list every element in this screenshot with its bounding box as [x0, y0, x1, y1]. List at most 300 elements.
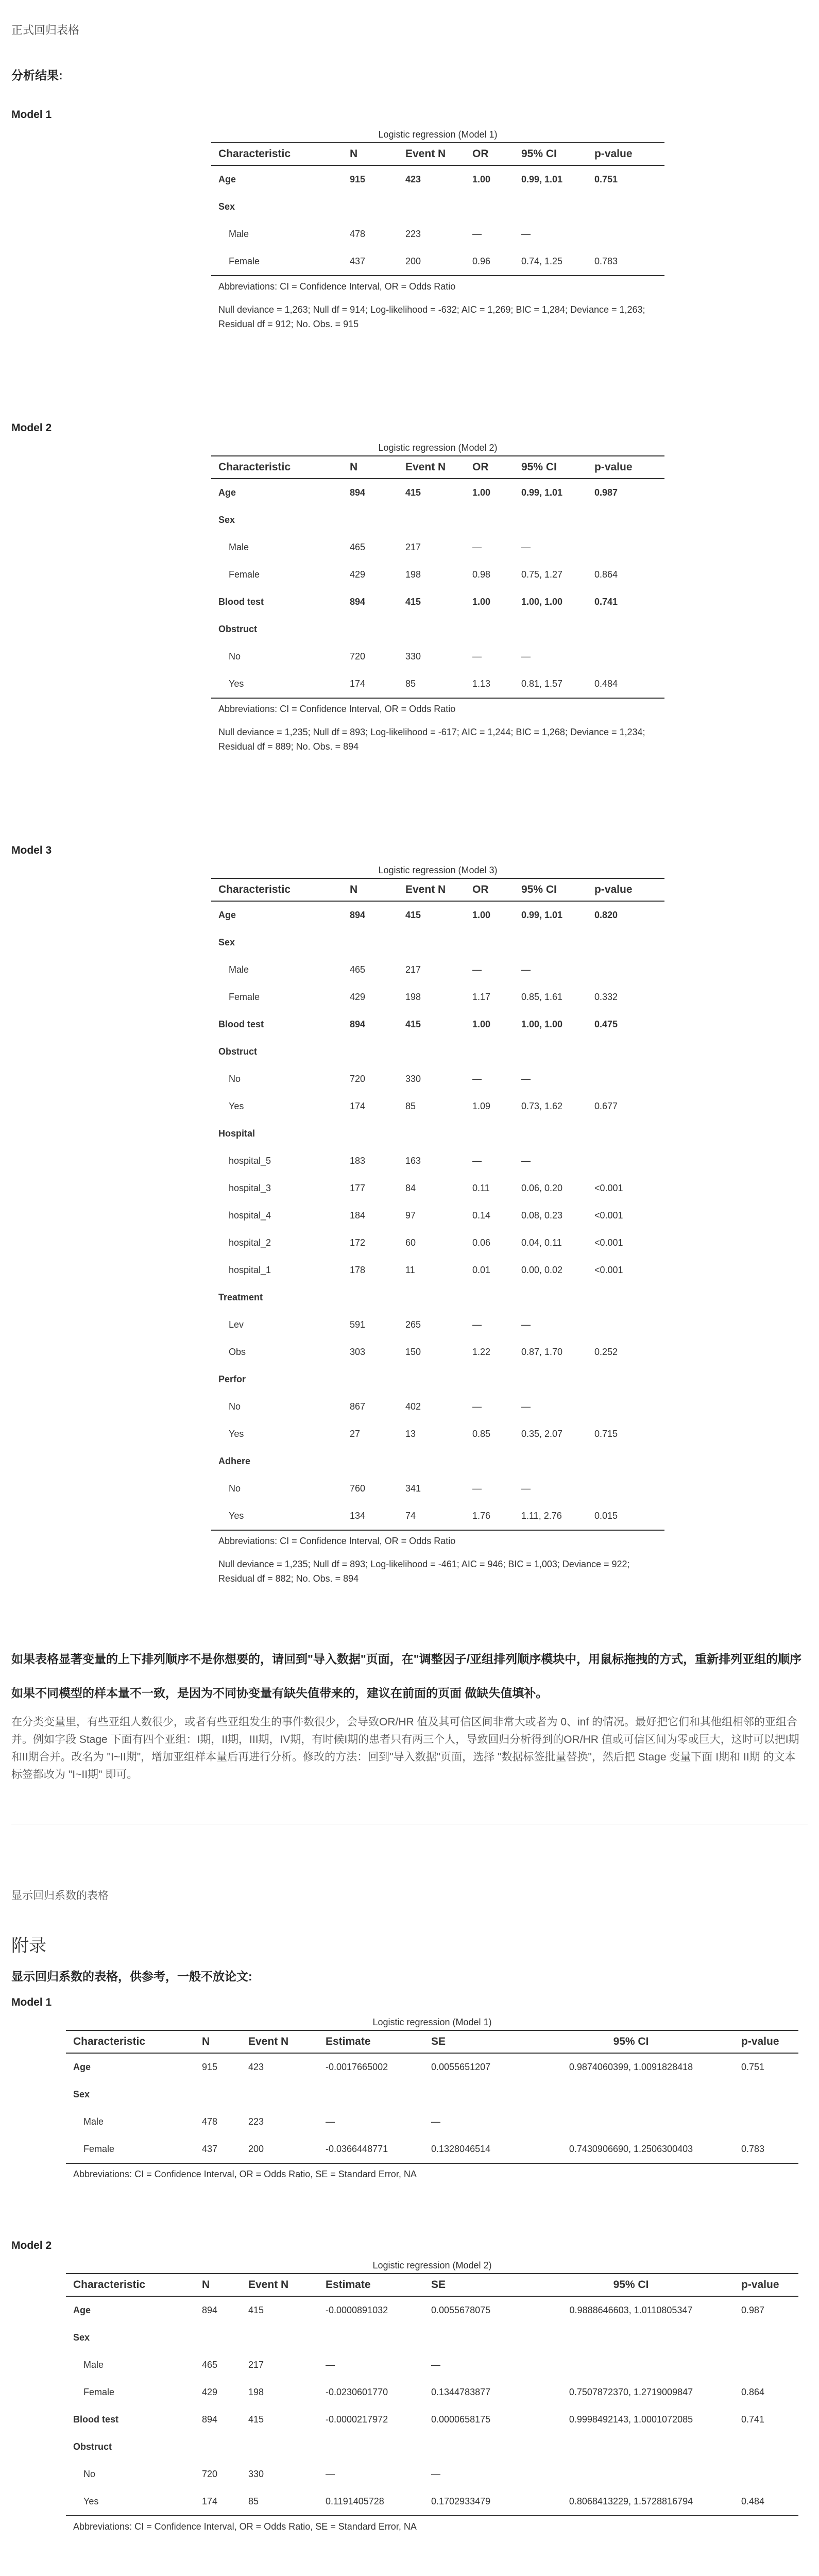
- table-cell: [528, 2108, 734, 2136]
- table-cell: Blood test: [218, 1019, 264, 1029]
- abbrev-row: [211, 698, 664, 718]
- table-cell: 178: [350, 1265, 366, 1275]
- table-cell: [343, 1284, 398, 1311]
- table-caption: Logistic regression (Model 2): [372, 2260, 492, 2270]
- table-cell: —: [326, 2360, 335, 2370]
- table-cell: 415: [248, 2305, 264, 2315]
- table-cell: 1.00: [472, 174, 491, 184]
- table-row: [211, 1120, 664, 1147]
- table-cell: 720: [350, 651, 366, 662]
- table-cell: 760: [350, 1483, 366, 1494]
- table-cell: 894: [350, 1019, 366, 1029]
- table-row: [66, 2379, 798, 2406]
- table-cell: —: [472, 1156, 482, 1166]
- table-cell: [528, 2351, 734, 2379]
- table-cell: 415: [405, 487, 421, 498]
- table-cell: 0.87, 1.70: [521, 1347, 563, 1357]
- table-cell: [734, 2324, 798, 2351]
- table-row: [211, 1393, 664, 1420]
- column-header: N: [343, 143, 398, 165]
- header-row: [66, 2030, 798, 2053]
- table-cell: 0.96: [465, 248, 514, 276]
- table-cell: [343, 1038, 398, 1065]
- table-cell: [528, 2433, 734, 2461]
- table-cell: [587, 616, 664, 643]
- table-cell: [528, 2461, 734, 2488]
- stats-row: [211, 1550, 664, 1589]
- table-cell: —: [521, 229, 531, 239]
- table-cell: 85: [241, 2488, 318, 2516]
- table-cell: [318, 2324, 424, 2351]
- table-row: [211, 956, 664, 984]
- table-row: [211, 1311, 664, 1338]
- table-cell: <0.001: [594, 1238, 623, 1248]
- appendix-title: 附录: [11, 1936, 46, 1956]
- column-header: 95% CI: [528, 2030, 734, 2053]
- table-cell: [343, 506, 398, 534]
- column-header: 95% CI: [514, 878, 587, 901]
- table-row: [66, 2053, 798, 2081]
- table-cell: 172: [350, 1238, 366, 1248]
- table-cell: [514, 506, 587, 534]
- table-cell: 429: [350, 992, 366, 1002]
- table-cell: [195, 2433, 241, 2461]
- table-cell: 720: [202, 2469, 218, 2479]
- table-cell: 177: [350, 1183, 366, 1193]
- table-row: [211, 221, 664, 248]
- table-cell: 1.17: [472, 992, 491, 1002]
- column-header: Event N: [398, 878, 465, 901]
- stats-row: [211, 295, 664, 334]
- table-cell: Sex: [218, 201, 235, 212]
- table-cell: [465, 193, 514, 221]
- table-cell: 0.783: [734, 2136, 798, 2163]
- table-cell: 163: [405, 1156, 421, 1166]
- table-cell: Female: [229, 992, 260, 1002]
- table-cell: <0.001: [594, 1265, 623, 1275]
- table-cell: 0.06, 0.20: [521, 1183, 563, 1193]
- table-cell: 437: [343, 248, 398, 276]
- table-cell: [734, 2081, 798, 2108]
- table-row: [66, 2433, 798, 2461]
- table-cell: 341: [405, 1483, 421, 1494]
- table-cell: [587, 1448, 664, 1475]
- table-cell: 0.475: [594, 1019, 618, 1029]
- table-cell: 0.751: [741, 2062, 765, 2072]
- table-cell: No: [229, 651, 241, 662]
- table-cell: 894: [202, 2414, 218, 2425]
- table-cell: [465, 929, 514, 956]
- table-row: [66, 2136, 798, 2163]
- table-cell: Female: [83, 2387, 115, 2397]
- abbrev-row: [66, 2163, 798, 2183]
- table-cell: Blood test: [73, 2414, 118, 2425]
- table-cell: 200: [241, 2136, 318, 2163]
- table-cell: 174: [195, 2488, 241, 2516]
- table-cell: 1.11, 2.76: [514, 1502, 587, 1530]
- column-header: p-value: [587, 878, 664, 901]
- column-header: Characteristic: [211, 456, 343, 479]
- table-cell: 150: [405, 1347, 421, 1357]
- coefficient-table: [66, 2260, 798, 2535]
- page-title: 正式回归表格: [11, 24, 80, 37]
- header-row: [211, 456, 664, 479]
- table-cell: Age: [218, 174, 236, 184]
- table-cell: Perfor: [218, 1374, 246, 1384]
- table-cell: —: [431, 2360, 440, 2370]
- table-cell: 415: [248, 2414, 264, 2425]
- table-row: [211, 1448, 664, 1475]
- table-cell: 1.00: [472, 1019, 491, 1029]
- table-cell: —: [521, 1319, 531, 1330]
- table-row: [211, 248, 664, 276]
- table-cell: —: [326, 2469, 335, 2479]
- table-cell: [587, 1065, 664, 1093]
- header-row: [211, 143, 664, 165]
- table-cell: Adhere: [218, 1456, 251, 1466]
- main-models: [11, 109, 808, 1589]
- table-cell: 1.22: [472, 1347, 491, 1357]
- table-row: [211, 1202, 664, 1229]
- table-cell: Obstruct: [218, 624, 258, 634]
- table-cell: 0.9874060399, 1.0091828418: [569, 2062, 693, 2072]
- table-cell: [398, 1366, 465, 1393]
- table-cell: 217: [405, 542, 421, 552]
- table-cell: 0.484: [734, 2488, 798, 2516]
- table-cell: [587, 1366, 664, 1393]
- table-caption: Logistic regression (Model 2): [378, 443, 498, 453]
- column-header: OR: [465, 456, 514, 479]
- table-cell: 217: [248, 2360, 264, 2370]
- table-cell: 0.81, 1.57: [514, 670, 587, 698]
- table-cell: Hospital: [218, 1128, 255, 1139]
- table-cell: 0.484: [587, 670, 664, 698]
- table-cell: 0.741: [741, 2414, 765, 2425]
- table-caption: Logistic regression (Model 1): [372, 2017, 492, 2027]
- table-row: [211, 1229, 664, 1257]
- table-row: [211, 929, 664, 956]
- table-row: [211, 1257, 664, 1284]
- table-cell: Male: [229, 229, 249, 239]
- table-cell: 217: [405, 964, 421, 975]
- model-label: Model 3: [11, 844, 52, 856]
- table-cell: 184: [350, 1210, 366, 1221]
- column-header: Characteristic: [211, 878, 343, 901]
- table-cell: 330: [405, 651, 421, 662]
- table-cell: 402: [405, 1401, 421, 1412]
- table-cell: [734, 2433, 798, 2461]
- table-cell: 0.332: [594, 992, 618, 1002]
- table-caption: Logistic regression (Model 3): [378, 865, 498, 875]
- table-cell: <0.001: [594, 1183, 623, 1193]
- coef-table-link[interactable]: 显示回归系数的表格: [11, 1890, 109, 1902]
- table-row: [211, 1011, 664, 1038]
- table-cell: 867: [350, 1401, 366, 1412]
- table-cell: 0.00, 0.02: [521, 1265, 563, 1275]
- table-cell: -0.0000891032: [326, 2305, 388, 2315]
- appendix-models: [11, 1996, 808, 2576]
- table-cell: 134: [343, 1502, 398, 1530]
- column-header: p-value: [734, 2030, 798, 2053]
- table-cell: No: [229, 1401, 241, 1412]
- table-cell: [528, 2324, 734, 2351]
- table-cell: [241, 2324, 318, 2351]
- table-cell: —: [521, 651, 531, 662]
- table-cell: 11: [405, 1265, 415, 1275]
- table-cell: 0.7507872370, 1.2719009847: [569, 2387, 693, 2397]
- appendix-model-label: Model 2: [11, 2240, 52, 2251]
- table-row: [211, 1502, 664, 1530]
- table-cell: —: [521, 1074, 531, 1084]
- table-cell: [465, 616, 514, 643]
- table-row: [211, 534, 664, 561]
- table-cell: [514, 1448, 587, 1475]
- table-cell: No: [229, 1074, 241, 1084]
- table-cell: [318, 2433, 424, 2461]
- table-cell: —: [521, 964, 531, 975]
- table-cell: Male: [83, 2360, 104, 2370]
- table-cell: 0.0000658175: [431, 2414, 491, 2425]
- table-cell: Age: [73, 2305, 91, 2315]
- model-label: Model 2: [11, 422, 52, 434]
- table-cell: 0.04, 0.11: [521, 1238, 562, 1248]
- abbrev-note: Abbreviations: CI = Confidence Interval, OR = Odds Ratio: [218, 281, 456, 292]
- table-cell: 174: [350, 1101, 366, 1111]
- table-row: [66, 2081, 798, 2108]
- table-cell: [241, 2081, 318, 2108]
- table-cell: [424, 2433, 528, 2461]
- table-cell: Sex: [218, 937, 235, 947]
- table-cell: [195, 2324, 241, 2351]
- table-row: [211, 193, 664, 221]
- table-row: [211, 1475, 664, 1502]
- table-cell: 0.783: [587, 248, 664, 276]
- note-heading-order: 如果表格显著变量的上下排列顺序不是你想要的，请回到"导入数据"页面，在"调整因子/亚组排列顺序模块中，用鼠标拖拽的方式，重新排列亚组的顺序: [11, 1652, 802, 1666]
- table-cell: —: [431, 2469, 440, 2479]
- table-row: [66, 2296, 798, 2324]
- table-cell: 0.1328046514: [424, 2136, 528, 2163]
- table-row: [211, 1093, 664, 1120]
- abbrev-row: [66, 2516, 798, 2535]
- table-cell: 0.1344783877: [431, 2387, 491, 2397]
- table-cell: 0.01: [472, 1265, 491, 1275]
- table-cell: 591: [350, 1319, 366, 1330]
- abbrev-row: [211, 276, 664, 295]
- table-row: [66, 2488, 798, 2516]
- table-cell: 74: [398, 1502, 465, 1530]
- table-cell: Lev: [229, 1319, 244, 1330]
- table-cell: [465, 1448, 514, 1475]
- table-cell: Yes: [211, 1502, 343, 1530]
- table-cell: 265: [405, 1319, 421, 1330]
- column-header: Characteristic: [211, 143, 343, 165]
- table-cell: 0.0055651207: [431, 2062, 491, 2072]
- table-cell: [587, 643, 664, 670]
- table-cell: [398, 1038, 465, 1065]
- regression-table: [211, 129, 664, 334]
- table-cell: -0.0366448771: [318, 2136, 424, 2163]
- table-row: [211, 588, 664, 616]
- table-cell: [587, 956, 664, 984]
- table-cell: 429: [202, 2387, 218, 2397]
- abbrev-note: Abbreviations: CI = Confidence Interval, OR = Odds Ratio, SE = Standard Error, NA: [73, 2169, 417, 2179]
- table-cell: 894: [350, 487, 366, 498]
- table-cell: 174: [343, 670, 398, 698]
- table-cell: 1.13: [465, 670, 514, 698]
- table-cell: [465, 1284, 514, 1311]
- table-cell: 223: [405, 229, 421, 239]
- table-cell: 1.00, 1.00: [521, 597, 563, 607]
- analysis-heading: 分析结果:: [11, 69, 63, 82]
- table-cell: Sex: [73, 2089, 90, 2099]
- table-row: [211, 984, 664, 1011]
- table-row: [66, 2351, 798, 2379]
- table-cell: —: [472, 1319, 482, 1330]
- table-cell: [587, 1120, 664, 1147]
- stats-row: [211, 718, 664, 757]
- column-header: OR: [465, 878, 514, 901]
- table-cell: —: [521, 1401, 531, 1412]
- table-cell: Age: [218, 487, 236, 498]
- table-cell: [398, 1448, 465, 1475]
- column-header: N: [343, 878, 398, 901]
- table-row: [211, 561, 664, 588]
- table-cell: 423: [405, 174, 421, 184]
- table-cell: —: [472, 651, 482, 662]
- table-cell: 0.74, 1.25: [514, 248, 587, 276]
- table-cell: [587, 221, 664, 248]
- table-cell: 0.015: [587, 1502, 664, 1530]
- table-cell: 0.987: [594, 487, 618, 498]
- header-row: [211, 878, 664, 901]
- table-cell: —: [472, 229, 482, 239]
- abbrev-row: [211, 1530, 664, 1550]
- column-header: N: [195, 2030, 241, 2053]
- table-cell: [514, 1284, 587, 1311]
- table-cell: 465: [350, 542, 366, 552]
- table-cell: [514, 616, 587, 643]
- table-cell: [343, 929, 398, 956]
- table-cell: [343, 193, 398, 221]
- table-cell: [587, 1038, 664, 1065]
- table-cell: —: [472, 542, 482, 552]
- table-row: [66, 2461, 798, 2488]
- table-cell: 0.0055678075: [431, 2305, 491, 2315]
- table-cell: 0.1702933479: [424, 2488, 528, 2516]
- header-row: [66, 2274, 798, 2296]
- table-cell: —: [431, 2116, 440, 2127]
- table-cell: [514, 1120, 587, 1147]
- table-cell: 1.00: [472, 597, 491, 607]
- table-cell: [587, 534, 664, 561]
- column-header: 95% CI: [514, 143, 587, 165]
- table-cell: 330: [248, 2469, 264, 2479]
- table-cell: [398, 193, 465, 221]
- table-cell: [514, 929, 587, 956]
- table-cell: [343, 1120, 398, 1147]
- column-header: 95% CI: [514, 456, 587, 479]
- table-cell: 423: [248, 2062, 264, 2072]
- table-cell: 0.14: [472, 1210, 491, 1221]
- table-cell: [587, 1393, 664, 1420]
- table-cell: 13: [405, 1429, 416, 1439]
- table-cell: [424, 2081, 528, 2108]
- table-row: [66, 2406, 798, 2433]
- table-cell: 0.85, 1.61: [521, 992, 563, 1002]
- appendix-model-label: Model 1: [11, 1996, 52, 2008]
- table-cell: No: [83, 2469, 96, 2479]
- table-cell: -0.0017665002: [326, 2062, 388, 2072]
- table-cell: [734, 2351, 798, 2379]
- table-cell: 894: [350, 910, 366, 920]
- table-cell: 1.00: [472, 910, 491, 920]
- table-caption: Logistic regression (Model 1): [378, 129, 498, 140]
- table-cell: 0.85: [472, 1429, 491, 1439]
- table-cell: 0.99, 1.01: [521, 910, 563, 920]
- table-cell: [587, 929, 664, 956]
- table-cell: Female: [66, 2136, 195, 2163]
- table-cell: 465: [202, 2360, 218, 2370]
- table-cell: [734, 2108, 798, 2136]
- table-cell: [528, 2081, 734, 2108]
- column-header: Characteristic: [66, 2274, 195, 2296]
- table-row: [211, 670, 664, 698]
- table-cell: 0.677: [594, 1101, 618, 1111]
- table-cell: Yes: [66, 2488, 195, 2516]
- column-header: Characteristic: [66, 2030, 195, 2053]
- notes-section: [11, 1650, 808, 1784]
- table-row: [211, 1038, 664, 1065]
- table-cell: Treatment: [218, 1292, 263, 1302]
- column-header: OR: [465, 143, 514, 165]
- table-cell: Male: [83, 2116, 104, 2127]
- table-row: [211, 1147, 664, 1175]
- table-cell: Female: [211, 248, 343, 276]
- column-header: Estimate: [318, 2030, 424, 2053]
- table-cell: [343, 1448, 398, 1475]
- table-cell: Age: [218, 910, 236, 920]
- table-cell: Obs: [229, 1347, 246, 1357]
- table-cell: —: [326, 2116, 335, 2127]
- table-cell: 183: [350, 1156, 366, 1166]
- table-cell: 0.751: [594, 174, 618, 184]
- table-cell: 0.820: [594, 910, 618, 920]
- appendix-subtitle: 显示回归系数的表格，供参考，一般不放论文:: [11, 1970, 252, 1983]
- table-cell: 415: [405, 597, 421, 607]
- abbrev-note: Abbreviations: CI = Confidence Interval, OR = Odds Ratio: [218, 704, 456, 714]
- table-cell: 0.9998492143, 1.0001072085: [569, 2414, 693, 2425]
- table-cell: [514, 193, 587, 221]
- table-cell: [587, 1311, 664, 1338]
- table-cell: [195, 2081, 241, 2108]
- table-cell: hospital_2: [229, 1238, 271, 1248]
- table-cell: 223: [248, 2116, 264, 2127]
- table-cell: 720: [350, 1074, 366, 1084]
- table-row: [211, 616, 664, 643]
- table-cell: [465, 506, 514, 534]
- table-cell: 894: [350, 597, 366, 607]
- table-cell: Male: [229, 542, 249, 552]
- model-stats: Null deviance = 1,263; Null df = 914; Log-likelihood = -632; AIC = 1,269; BIC = 1,284; Deviance = 1,263; Residual df = 912; No. Obs. = 915: [218, 304, 645, 329]
- table-cell: 0.8068413229, 1.5728816794: [528, 2488, 734, 2516]
- table-cell: Male: [229, 964, 249, 975]
- table-row: [211, 165, 664, 193]
- table-cell: 303: [350, 1347, 366, 1357]
- table-cell: —: [472, 1074, 482, 1084]
- table-cell: hospital_4: [229, 1210, 271, 1221]
- table-cell: [587, 193, 664, 221]
- table-cell: Female: [229, 569, 260, 580]
